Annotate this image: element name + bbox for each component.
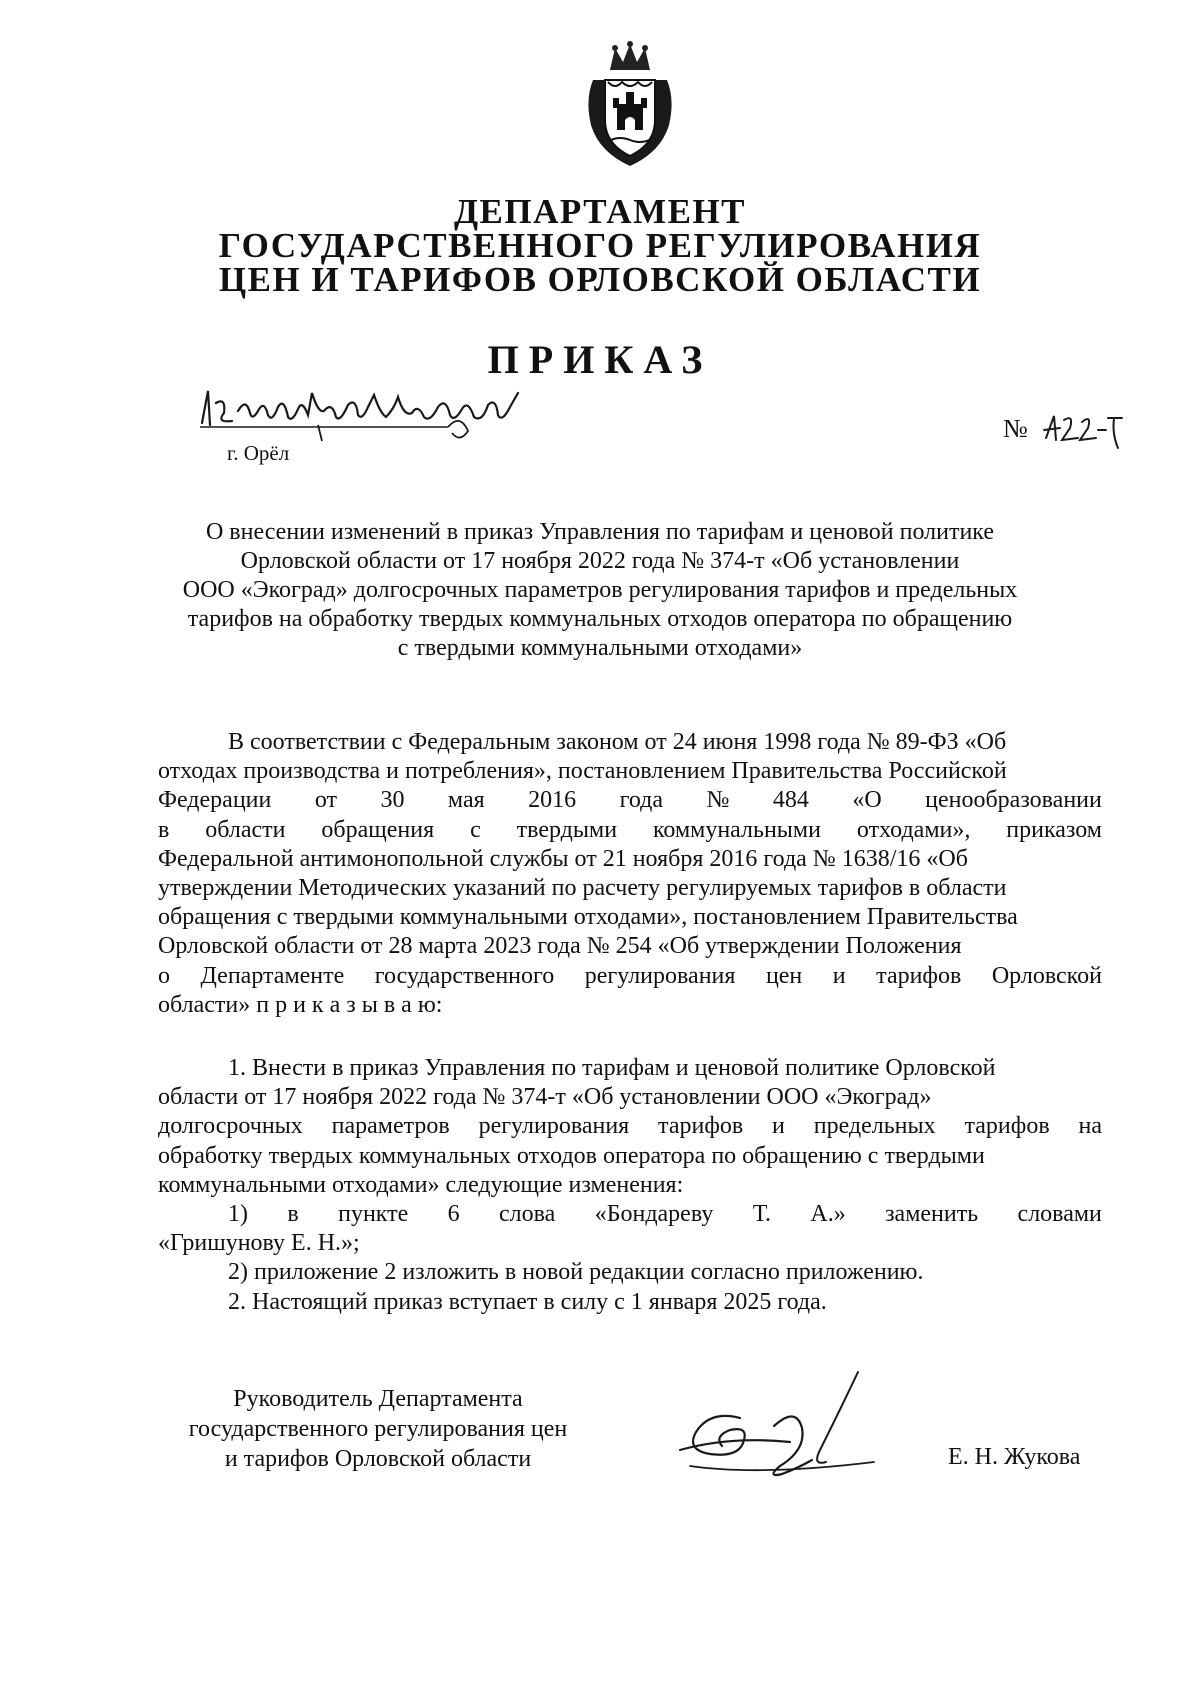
signer-position-line-3: и тарифов Орловской области	[224, 1446, 532, 1472]
subject-line-4: тарифов на обработку твердых коммунальных отходов оператора по обращению	[187, 606, 1013, 632]
word: «О	[852, 787, 882, 814]
word: в	[287, 1201, 299, 1228]
word: и	[772, 1113, 785, 1140]
subject-line-3: ООО «Экоград» долгосрочных параметров регулирования тарифов и предельных	[182, 577, 1018, 603]
word: тарифов	[876, 962, 962, 989]
word: коммунальными	[652, 816, 821, 843]
preamble-line-4	[158, 816, 1102, 845]
department-header	[0, 192, 1200, 299]
word: государственного	[374, 962, 555, 989]
word: долгосрочных	[158, 1113, 303, 1140]
word: №	[706, 787, 730, 814]
item-1-line-1: 1. Внести в приказ Управления по тарифам и ценовой политике Орловской	[228, 1055, 996, 1081]
preamble-line-7: обращения с твердыми коммунальными отходами», постановлением Правительства	[158, 904, 1018, 931]
preamble-paragraph	[158, 728, 1102, 1020]
word: года	[619, 787, 663, 814]
city-label: г. Орёл	[227, 441, 290, 465]
word: от	[314, 787, 337, 814]
word: тарифов	[964, 1113, 1050, 1140]
preamble-line-5: Федеральной антимонопольной службы от 21 ноября 2016 года № 1638/16 «Об	[158, 845, 968, 872]
word: мая	[447, 787, 485, 814]
word: «Бондареву	[594, 1201, 714, 1228]
word: параметров	[331, 1113, 450, 1140]
word: 484	[772, 787, 809, 814]
word: А.»	[810, 1201, 846, 1228]
signer-position-line-2: государственного регулирования цен	[188, 1416, 568, 1442]
subject-line-1: О внесении изменений в приказ Управления по тарифам и ценовой политике	[205, 519, 995, 545]
handwritten-order-number	[1040, 408, 1125, 452]
word: 2016	[528, 787, 577, 814]
word: и	[832, 962, 846, 989]
word: регулирования	[478, 1113, 630, 1140]
word: отходами»,	[856, 816, 971, 843]
item-1-line-4: обработку твердых коммунальных отходов оператора по обращению с твердыми	[158, 1142, 985, 1169]
preamble-line-8: Орловской области от 28 марта 2023 года № 254 «Об утверждении Положения	[158, 933, 962, 960]
signer-position	[158, 1384, 598, 1474]
subitem-2: 2) приложение 2 изложить в новой редакции согласно приложению.	[228, 1259, 924, 1286]
handwritten-date	[198, 383, 528, 443]
header-line-1: ДЕПАРТАМЕНТ	[453, 192, 747, 231]
word: 30	[380, 787, 405, 814]
word: обращения	[321, 816, 435, 843]
word: регулирования	[584, 962, 736, 989]
word: предельных	[813, 1113, 936, 1140]
coat-of-arms-emblem	[575, 40, 685, 170]
preamble-line-1: В соответствии с Федеральным законом от 24 июня 1998 года № 89-ФЗ «Об	[228, 729, 1007, 755]
preamble-line-3	[158, 786, 1102, 815]
order-subject	[130, 518, 1070, 663]
word: приказом	[1006, 816, 1102, 843]
word: слова	[499, 1201, 556, 1228]
word: о	[158, 962, 170, 989]
word: Орловской	[991, 962, 1102, 989]
word: 6	[447, 1201, 460, 1228]
item-1-line-3	[158, 1112, 1102, 1141]
subject-line-5: с твердыми коммунальными отходами»	[397, 635, 803, 661]
order-items	[158, 1054, 1102, 1317]
word: 1)	[228, 1201, 248, 1228]
word: Федерации	[158, 787, 272, 814]
subitem-1-line-2: «Гришунову Е. Н.»;	[158, 1230, 360, 1257]
word: Департаменте	[200, 962, 345, 989]
subject-line-2: Орловской области от 17 ноября 2022 года № 374-т «Об установлении	[240, 548, 960, 574]
preamble-line-2: отходах производства и потребления», постановлением Правительства Российской	[158, 758, 1007, 785]
preamble-line-10: области» п р и к а з ы в а ю:	[158, 991, 443, 1018]
word: Т.	[752, 1201, 771, 1228]
item-1-line-5: коммунальными отходами» следующие изменения:	[158, 1171, 684, 1198]
handwritten-date-scribble	[198, 383, 528, 443]
item-1-line-2: области от 17 ноября 2022 года № 374-т «Об установлении ООО «Экоград»	[158, 1084, 932, 1111]
signer-name: Е. Н. Жукова	[948, 1444, 1081, 1470]
subitem-1-line-1	[158, 1200, 1102, 1229]
word: тарифов	[658, 1113, 744, 1140]
word: цен	[765, 962, 803, 989]
preamble-line-9	[158, 962, 1102, 991]
word: пункте	[338, 1201, 409, 1228]
word: ценообразовании	[925, 787, 1102, 814]
signer-position-line-1: Руководитель Департамента	[233, 1386, 523, 1412]
word: твердыми	[516, 816, 618, 843]
header-line-2: ГОСУДАРСТВЕННОГО РЕГУЛИРОВАНИЯ	[218, 226, 982, 265]
order-number-label: №	[1003, 414, 1028, 443]
word: области	[205, 816, 286, 843]
header-line-3: ЦЕН И ТАРИФОВ ОРЛОВСКОЙ ОБЛАСТИ	[218, 260, 982, 299]
handwritten-signature	[670, 1370, 880, 1500]
word: с	[470, 816, 481, 843]
order-title: ПРИКАЗ	[487, 337, 713, 382]
preamble-line-6: утверждении Методических указаний по расчету регулируемых тарифов в области	[158, 875, 1007, 902]
word: словами	[1017, 1201, 1102, 1228]
word: на	[1078, 1113, 1102, 1140]
word: в	[158, 816, 170, 843]
word: заменить	[885, 1201, 979, 1228]
item-2: 2. Настоящий приказ вступает в силу с 1 января 2025 года.	[228, 1288, 827, 1315]
